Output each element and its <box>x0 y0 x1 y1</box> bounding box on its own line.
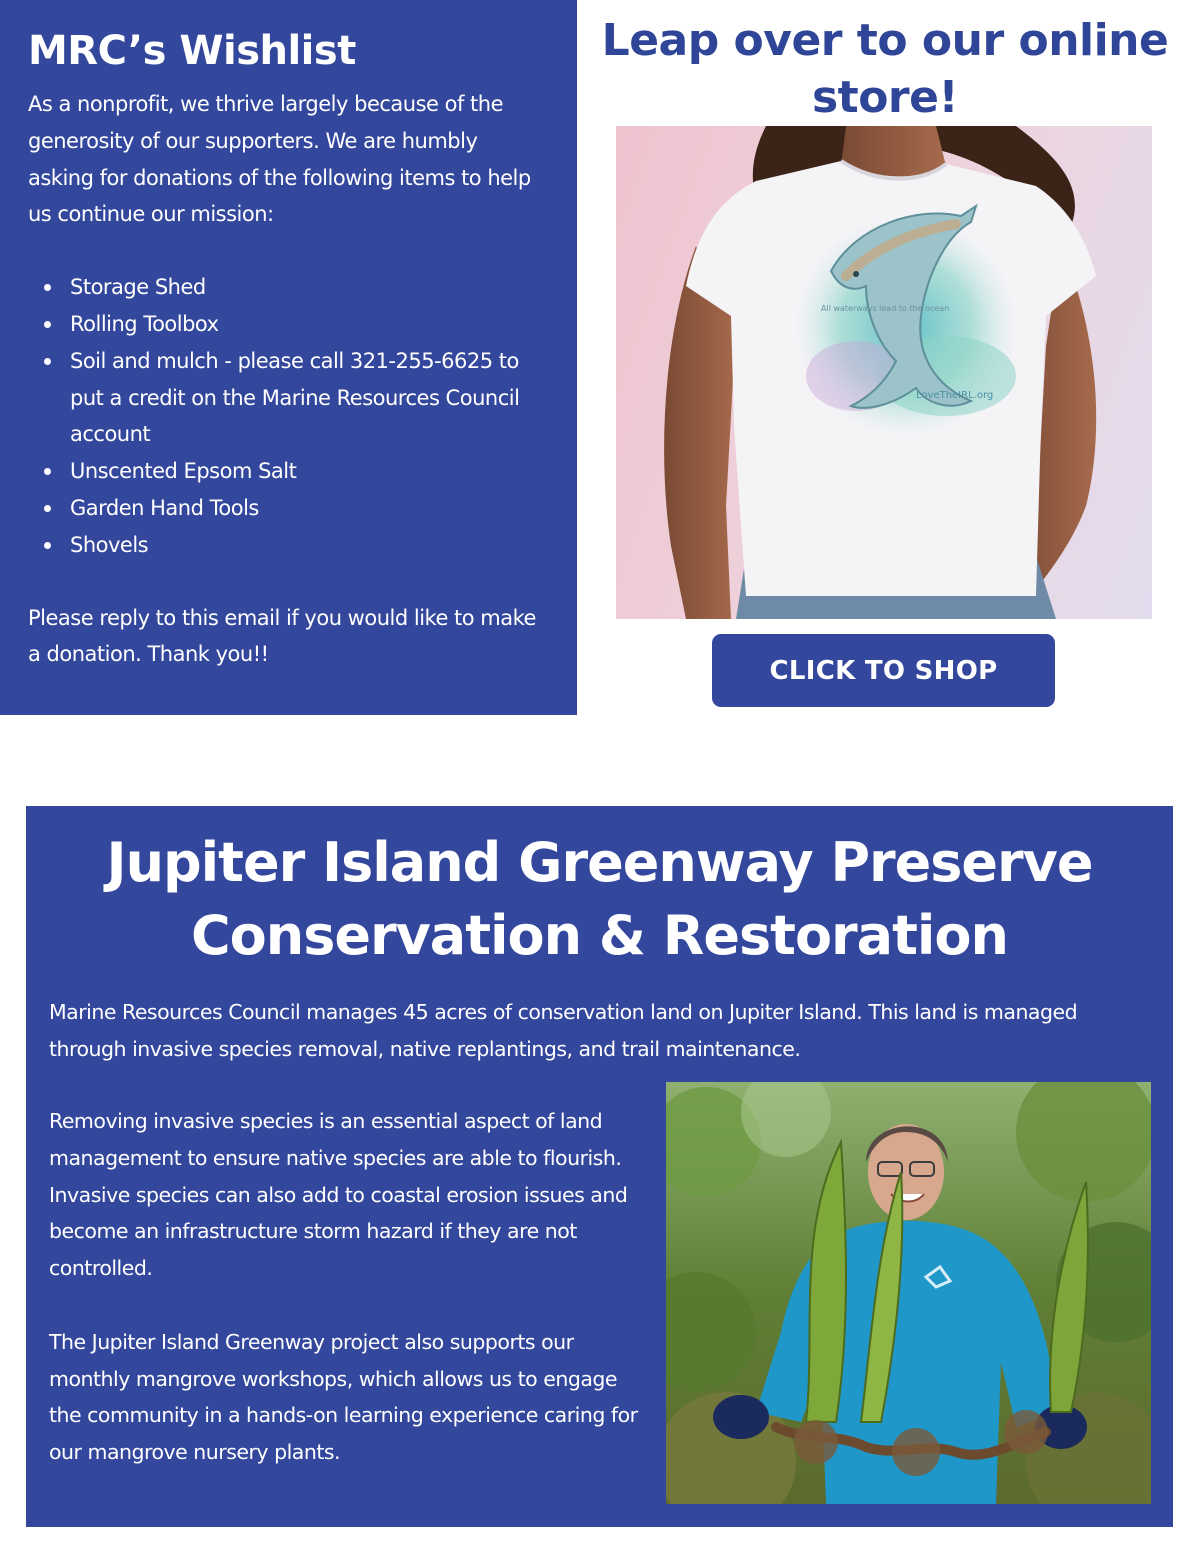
wishlist-closing: Please reply to this email if you would like to make a donation. Thank you!! <box>28 605 536 667</box>
greenway-body <box>49 1103 654 1471</box>
shirt-print-url: LoveTheIRL.org <box>916 390 994 401</box>
greenway-intro: Marine Resources Council manages 45 acres of conservation land on Jupiter Island. This land is managed through invasive species removal, native replantings, and trail maintenance. <box>49 1000 1078 1061</box>
volunteer-illustration <box>666 1082 1151 1504</box>
tshirt-photo[interactable] <box>616 126 1152 619</box>
wishlist-intro: As a nonprofit, we thrive largely because of the generosity of our supporters. We are humbly asking for donations of the following items to help us continue our mission: <box>28 92 531 227</box>
wishlist-item: Unscented Epsom Salt <box>70 453 549 490</box>
greenway-title-line1: Jupiter Island Greenway Preserve <box>106 831 1093 894</box>
tshirt-illustration <box>616 126 1152 619</box>
wishlist-item: Garden Hand Tools <box>70 490 549 527</box>
greenway-panel <box>26 806 1173 1527</box>
store-title: Leap over to our online store! <box>601 15 1169 123</box>
wishlist-item: Shovels <box>70 527 549 564</box>
wishlist-panel <box>0 0 577 715</box>
greenway-paragraph-mangrove: The Jupiter Island Greenway project also supports our monthly mangrove workshops, which allows us to engage the community in a hands-on learning experience caring for our mangrove nursery plants. <box>49 1329 638 1465</box>
wishlist-title: MRC’s Wishlist <box>28 28 356 74</box>
greenway-title-line2: Conservation & Restoration <box>191 904 1008 967</box>
shirt-print-slogan: All waterways lead to the ocean <box>821 304 950 313</box>
wishlist-items <box>28 269 549 563</box>
greenway-paragraph-invasive: Removing invasive species is an essential aspect of land management to ensure native species are able to flourish. Invasive species can also add to coastal erosion issues and become an infrastructure storm hazard if they are not controlled. <box>49 1109 628 1281</box>
greenway-title <box>26 826 1173 972</box>
wishlist-item: Rolling Toolbox <box>70 306 549 343</box>
volunteer-photo[interactable] <box>666 1082 1151 1504</box>
click-to-shop-button[interactable]: CLICK TO SHOP <box>712 634 1055 707</box>
wishlist-item: Soil and mulch - please call 321-255-6625 to put a credit on the Marine Resources Council account <box>70 343 549 453</box>
wishlist-item: Storage Shed <box>70 269 549 306</box>
